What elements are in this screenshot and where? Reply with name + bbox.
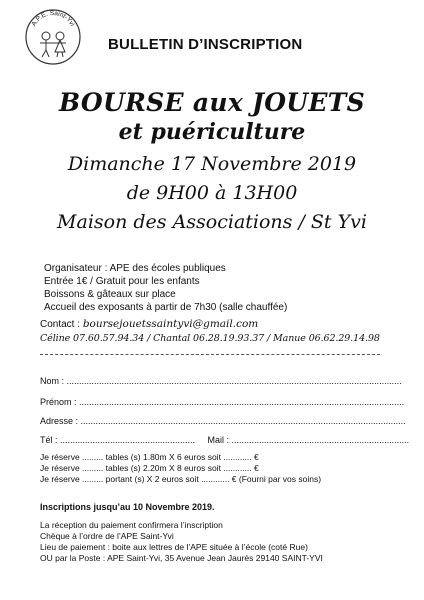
ape-logo-icon: [24, 8, 82, 66]
tel-mail-row: [40, 435, 410, 445]
entry-line: Entrée 1€ / Gratuit pour les enfants: [44, 276, 200, 287]
payment-notes: [40, 520, 323, 564]
ape-logo: [24, 8, 82, 66]
mail-field[interactable]: Mail : .......................................................................: [207, 435, 410, 445]
event-info: [44, 262, 287, 314]
event-subtitle: et puériculture: [118, 119, 306, 145]
event-date: Dimanche 17 Novembre 2019: [67, 153, 357, 175]
event-hours: de 9H00 à 13H00: [126, 182, 298, 204]
note-confirmation: La réception du paiement confirmera l’inscription: [40, 520, 223, 530]
exhibitors-line: Accueil des exposants à partir de 7h30 (salle chauffée): [44, 302, 288, 313]
reserve-tables-180[interactable]: Je réserve ......... tables (s) 1.80m X 6 euros soit ............ €: [40, 452, 259, 462]
registration-deadline: Inscriptions jusqu’au 10 Novembre 2019.: [40, 502, 215, 512]
contact-email: boursejouetssaintyvi@gmail.com: [82, 318, 259, 330]
organizer-line: Organisateur : APE des écoles publiques: [44, 263, 226, 274]
separator-line: [40, 354, 380, 355]
svg-text:A.P.E. Saint-Yvi: [30, 10, 75, 28]
refreshments-line: Boissons & gâteaux sur place: [44, 289, 176, 300]
contact-phones: Céline 07.60.57.94.34 / Chantal 06.28.19.93.37 / Manue 06.62.29.14.98: [40, 333, 380, 344]
note-post: OU par la Poste : APE Saint-Yvi, 35 Avenue Jean Jaurès 29140 SAINT-YVI: [40, 553, 323, 563]
contact-label: Contact :: [40, 319, 83, 330]
adresse-field[interactable]: Adresse : ..................................................................................................................................: [40, 416, 406, 426]
reserve-portants[interactable]: Je réserve ......... portant (s) X 2 euros soit ............ € (Fourni par vos soins): [40, 474, 322, 484]
event-title: BOURSE aux JOUETS: [59, 88, 365, 117]
document-title: BULLETIN D’INSCRIPTION: [108, 36, 303, 53]
prenom-field[interactable]: Prénom : ..................................................................................................................................: [40, 397, 405, 407]
logo-text: A.P.E. Saint-Yvi: [30, 9, 76, 28]
event-venue: Maison des Associations / St Yvi: [57, 211, 367, 233]
note-cheque: Chèque à l’ordre de l’APE Saint-Yvi: [40, 531, 174, 541]
note-payment-place: Lieu de paiement : boite aux lettres de l’APE située à l’école (coté Rue): [40, 542, 308, 552]
contact-line: [40, 318, 258, 330]
tel-field[interactable]: Tél : ......................................................: [40, 435, 196, 445]
reserve-tables-220[interactable]: Je réserve ......... tables (s) 2.20m X 8 euros soit ............ €: [40, 463, 259, 473]
nom-field[interactable]: Nom : ......................................................................................................................................: [40, 376, 402, 386]
